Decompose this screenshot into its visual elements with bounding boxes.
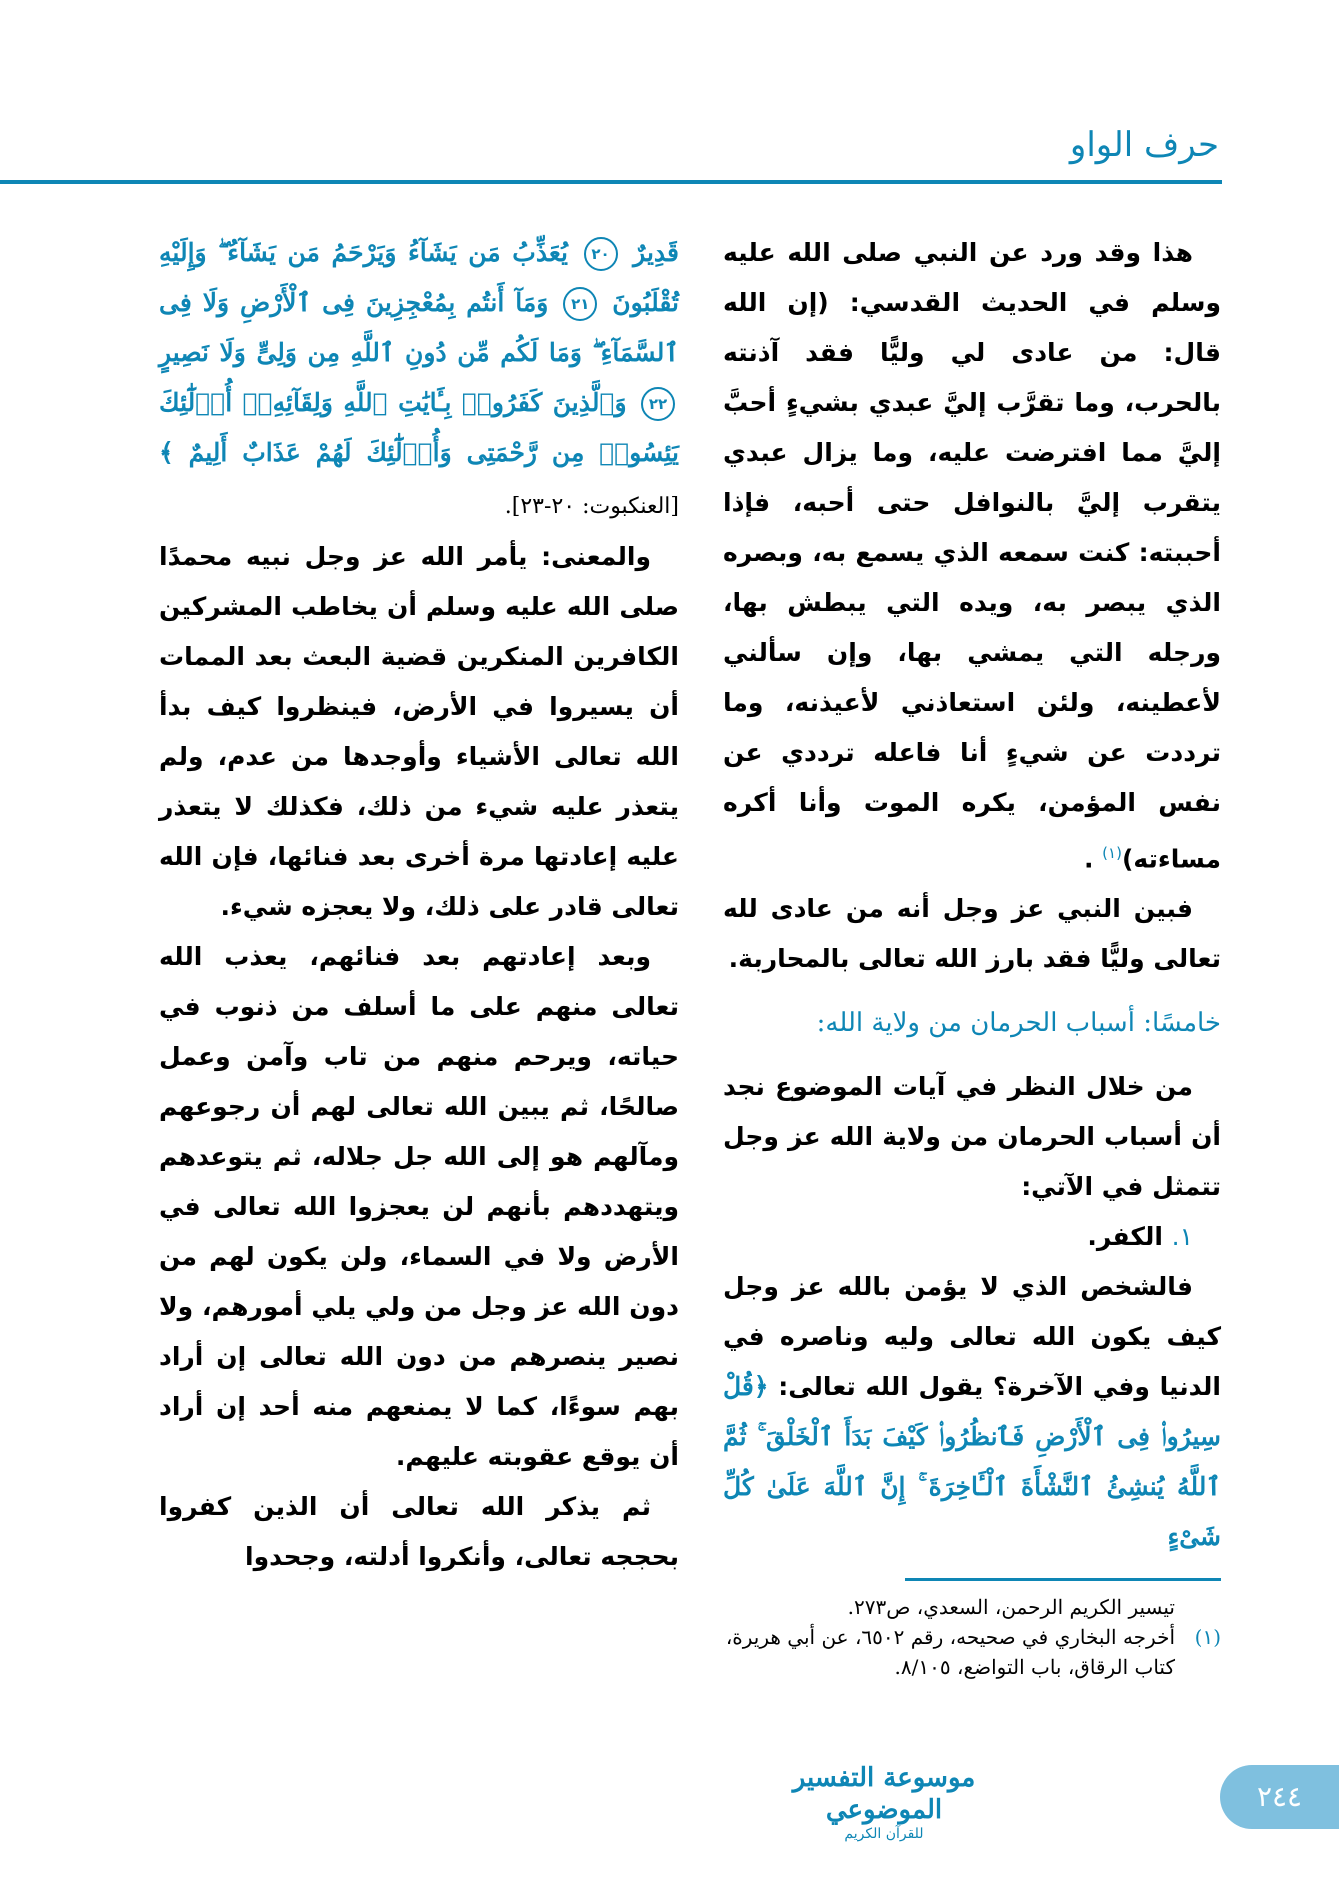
explanation-paragraph: فبين النبي عز وجل أنه من عادى لله تعالى وليًّا فقد بارز الله تعالى بالمحاربة. [723, 894, 1221, 974]
quran-open-bracket: ﴿ [753, 1372, 769, 1402]
intro-paragraph: من خلال النظر في آيات الموضوع نجد أن أسباب الحرمان من ولاية الله عز وجل تتمثل في الآتي: [723, 1072, 1221, 1202]
hadith-end: . [1083, 844, 1103, 874]
ayah-number-21: ٢١ [563, 287, 597, 321]
footnotes [723, 1592, 1221, 1682]
right-column [723, 228, 1221, 1562]
logo-subtitle: للقرآن الكريم [844, 1826, 924, 1842]
quran-text-3: وَمَآ أَنتُم بِمُعْجِزِينَ فِى ٱلْأَرْضِ وَلَا فِى ٱلسَّمَآءِ ۖ وَمَا لَكُم مِّن دُونِ ٱللَّهِ مِن وَلِىٍّ وَلَا نَصِيرٍ [159, 288, 679, 367]
quran-verse-ankabut-20: قُلْ سِيرُوا۟ فِى ٱلْأَرْضِ فَٱنظُرُوا۟ كَيْفَ بَدَأَ ٱلْخَلْقَ ۚ ثُمَّ ٱللَّهُ يُنشِئُ ٱلنَّشْأَةَ ٱلْـَٔاخِرَةَ ۚ إِنَّ ٱللَّهَ عَلَىٰ كُلِّ شَىْءٍ [723, 1372, 1221, 1552]
hadith-paragraph [723, 228, 1221, 884]
list-label: الكفر. [1087, 1222, 1172, 1252]
page-number: ٢٤٤ [1220, 1765, 1339, 1829]
hadith-intro: هذا وقد ورد عن النبي صلى الله عليه وسلم في الحديث القدسي: [723, 238, 1221, 317]
quran-text-1: قَدِيرٌ [633, 238, 679, 267]
resurrection-paragraph: وبعد إعادتهم بعد فنائهم، يعذب الله تعالى منهم على ما أسلف من ذنوب في حياته، ويرحم منهم من تاب وآمن وعمل صالحًا، ثم يبين الله تعالى لهم أن رجوعهم ومآلهم هو إلى الله جل جلاله، ثم يتوعدهم ويتهددهم بأنهم لن يعجزوا الله تعالى في الأرض ولا في السماء، ولن يكون لهم من دون الله عز وجل من ولي يلي أمورهم، ولا نصير ينصرهم من دون الله تعالى إن أراد بهم سوءًا، كما لا يمنعهم منه أحد إن أراد أن يوقع عقوبته عليهم. [159, 942, 679, 1471]
quran-text-2: يُعَذِّبُ مَن يَشَآءُ وَيَرْحَمُ مَن يَشَآءُ ۖ وَإِلَيْهِ تُقْلَبُونَ [159, 238, 679, 317]
encyclopedia-logo [764, 1762, 1004, 1842]
meaning-paragraph: والمعنى: يأمر الله عز وجل نبيه محمدًا صلى الله عليه وسلم أن يخاطب المشركين الكافرين المنكرين قضية البعث بعد الممات أن يسيروا في الأرض، فينظروا كيف بدأ الله تعالى الأشياء وأوجدها من عدم، ولم يتعذر عليه شيء من ذلك، فكذلك لا يتعذر عليه إعادتها مرة أخرى بعد فنائها، فإن الله تعالى قادر على ذلك، ولا يعجزه شيء. [159, 542, 679, 921]
footnote-1-text: أخرجه البخاري في صحيحه، رقم ٦٥٠٢، عن أبي هريرة، كتاب الرقاق، باب التواضع، ٨/١٠٥. [725, 1625, 1175, 1679]
surah-reference: [العنكبوت: ٢٠-٢٣]. [504, 494, 679, 519]
quran-close-bracket: ﴾ [159, 438, 174, 467]
footnote-1-number: (١) [1194, 1625, 1221, 1649]
ayah-number-22: ٢٢ [641, 387, 675, 421]
section-title: حرف الواو [1069, 125, 1219, 165]
footnote-divider [905, 1578, 1221, 1581]
footnote-unnumbered: تيسير الكريم الرحمن، السعدي، ص٢٧٣. [847, 1595, 1175, 1619]
logo-title: موسوعة التفسير الموضوعي [792, 1763, 976, 1825]
section-subheading: خامسًا: أسباب الحرمان من ولاية الله: [816, 1008, 1221, 1039]
hadith-text: (إن الله قال: من عادى لي وليًّا فقد آذنته بالحرب، وما تقرَّب إليَّ عبدي بشيءٍ أحبَّ إليَّ مما افترضت عليه، وما يزال عبدي يتقرب إليَّ بالنوافل حتى أحبه، فإذا أحببته: كنت سمعه الذي يسمع به، وبصره الذي يبصر به، ويده التي يبطش بها، ورجله التي يمشي بها، وإن سألني لأعطينه، ولئن استعاذني لأعيذنه، وما ترددت عن شيءٍ أنا فاعله ترددي عن نفس المؤمن، يكره الموت وأنا أكره مساءته) [723, 288, 1221, 874]
left-column [159, 228, 679, 1582]
kufr-text: فالشخص الذي لا يؤمن بالله عز وجل كيف يكون الله تعالى وليه وناصره في الدنيا وفي الآخرة؟ يقول الله تعالى: [723, 1272, 1221, 1402]
footnote-1 [723, 1622, 1221, 1682]
header-divider [0, 180, 1222, 184]
footnote-ref-1[interactable]: (١) [1102, 844, 1122, 862]
quran-text-4: وَٱلَّذِينَ كَفَرُوا۟ بِـَٔايَٰتِ ٱللَّهِ وَلِقَآئِهِۦٓ أُو۟لَٰٓئِكَ يَئِسُوا۟ مِن رَّحْمَتِى وَأُو۟لَٰٓئِكَ لَهُمْ عَذَابٌ أَلِيمٌ [159, 388, 679, 467]
list-item-kufr [723, 1212, 1221, 1262]
list-number: ١. [1171, 1222, 1193, 1252]
quran-passage [159, 228, 679, 532]
disbelievers-paragraph: ثم يذكر الله تعالى أن الذين كفروا بحججه تعالى، وأنكروا أدلته، وجحدوا [159, 1492, 679, 1571]
ayah-number-20: ٢٠ [584, 237, 618, 271]
kufr-paragraph [723, 1262, 1221, 1562]
